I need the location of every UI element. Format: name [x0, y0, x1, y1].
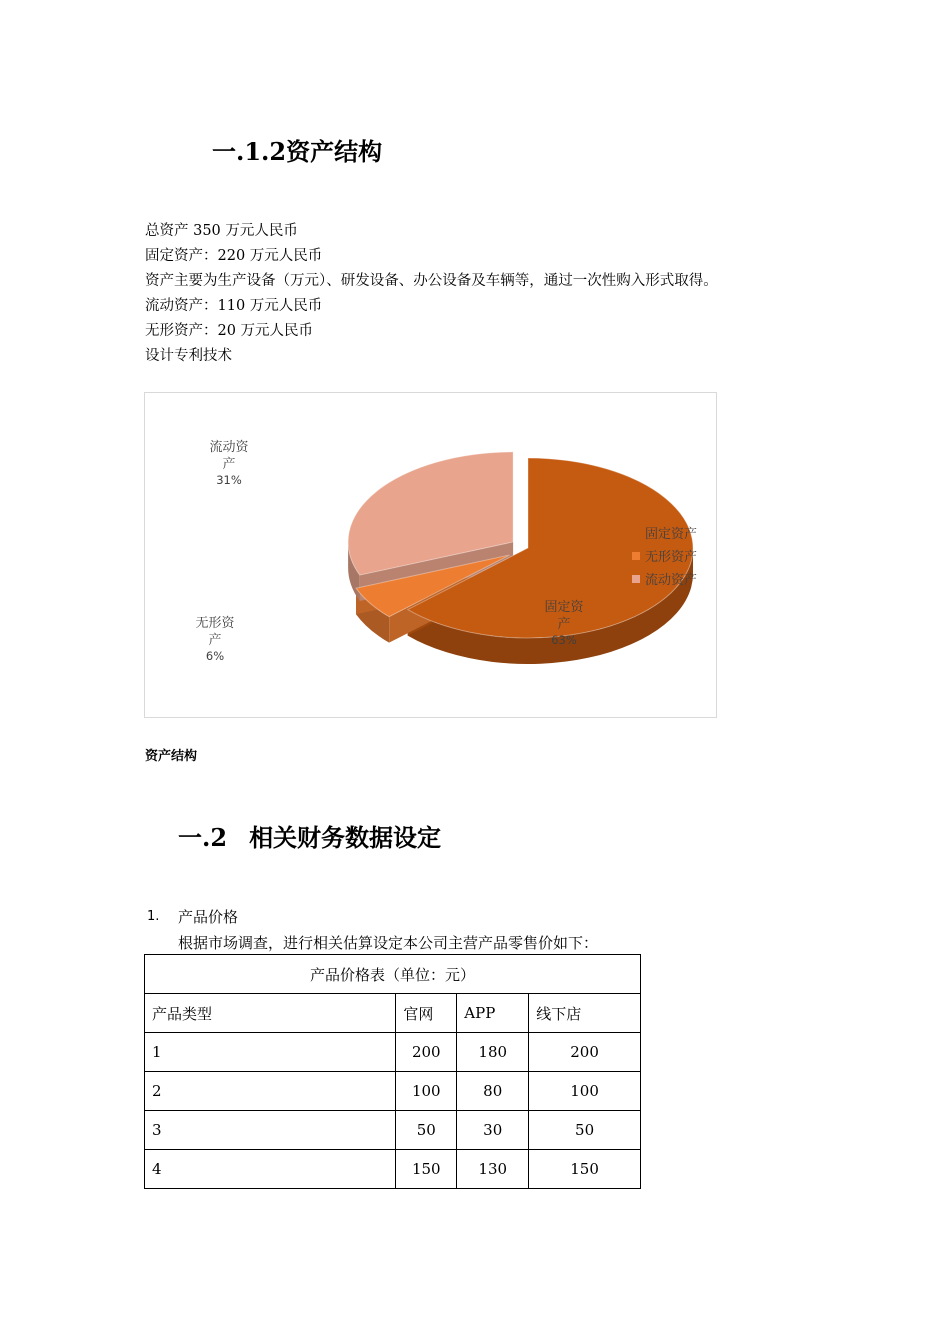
table-row — [145, 1111, 641, 1150]
table-row — [145, 1033, 641, 1072]
table-cell: 50 — [529, 1111, 641, 1150]
data-label-name: 产 — [222, 457, 236, 472]
section-heading-text: 相关财务数据设定 — [249, 823, 442, 852]
list-item-product-price: 产品价格 — [178, 908, 239, 926]
asset-pie-chart — [144, 392, 717, 718]
table-cell: 100 — [529, 1072, 641, 1111]
legend-swatch — [632, 552, 640, 560]
data-label-name: 流动资 — [209, 440, 249, 455]
table-title-row — [145, 955, 641, 994]
table-row — [145, 1072, 641, 1111]
section-heading-financial-data — [178, 818, 441, 853]
data-label-value: 63% — [551, 633, 577, 647]
line-total-assets: 总资产 350 万元人民币 — [145, 223, 298, 239]
table-header-row — [145, 994, 641, 1033]
table-cell: 180 — [457, 1033, 529, 1072]
table-cell: 200 — [529, 1033, 641, 1072]
table-cell: 3 — [145, 1111, 396, 1150]
line-intangible-assets: 无形资产：20 万元人民币 — [145, 323, 314, 339]
table-cell: 130 — [457, 1150, 529, 1189]
chart-caption: 资产结构 — [145, 749, 198, 764]
data-label-name: 固定资 — [544, 600, 584, 615]
legend-label: 固定资产 — [645, 527, 698, 542]
table-cell: 100 — [396, 1072, 457, 1111]
legend-swatch — [632, 529, 640, 537]
line-patent: 设计专利技术 — [145, 348, 232, 364]
table-header: APP — [457, 994, 529, 1033]
table-cell: 30 — [457, 1111, 529, 1150]
table-header: 官网 — [396, 994, 457, 1033]
line-fixed-assets: 固定资产：220 万元人民币 — [145, 248, 323, 264]
table-cell: 80 — [457, 1072, 529, 1111]
section-heading-asset-structure: 一.1.2资产结构 — [212, 137, 383, 166]
table-cell: 4 — [145, 1150, 396, 1189]
table-title: 产品价格表（单位：元） — [145, 955, 641, 994]
table-cell: 2 — [145, 1072, 396, 1111]
table-header: 线下店 — [529, 994, 641, 1033]
table-cell: 50 — [396, 1111, 457, 1150]
line-current-assets: 流动资产：110 万元人民币 — [145, 298, 323, 314]
legend-label: 无形资产 — [645, 550, 698, 565]
price-table — [144, 954, 641, 1189]
table-cell: 1 — [145, 1033, 396, 1072]
intro-paragraph: 根据市场调查，进行相关估算设定本公司主营产品零售价如下： — [178, 934, 599, 952]
data-label-value: 31% — [216, 473, 242, 487]
table-cell: 150 — [529, 1150, 641, 1189]
list-number: 1. — [147, 909, 160, 924]
legend-label: 流动资产 — [645, 573, 698, 588]
table-cell: 200 — [396, 1033, 457, 1072]
section-heading-number: 一.2 — [178, 823, 228, 852]
line-asset-description: 资产主要为生产设备（万元）、研发设备、办公设备及车辆等，通过一次性购入形式取得。 — [145, 273, 718, 289]
table-row — [145, 1150, 641, 1189]
data-label-name: 产 — [557, 617, 571, 632]
table-header: 产品类型 — [145, 994, 396, 1033]
data-label-name: 无形资 — [195, 616, 235, 631]
data-label-name: 产 — [208, 633, 222, 648]
data-label-value: 6% — [205, 649, 225, 663]
legend-swatch — [632, 575, 640, 583]
table-cell: 150 — [396, 1150, 457, 1189]
